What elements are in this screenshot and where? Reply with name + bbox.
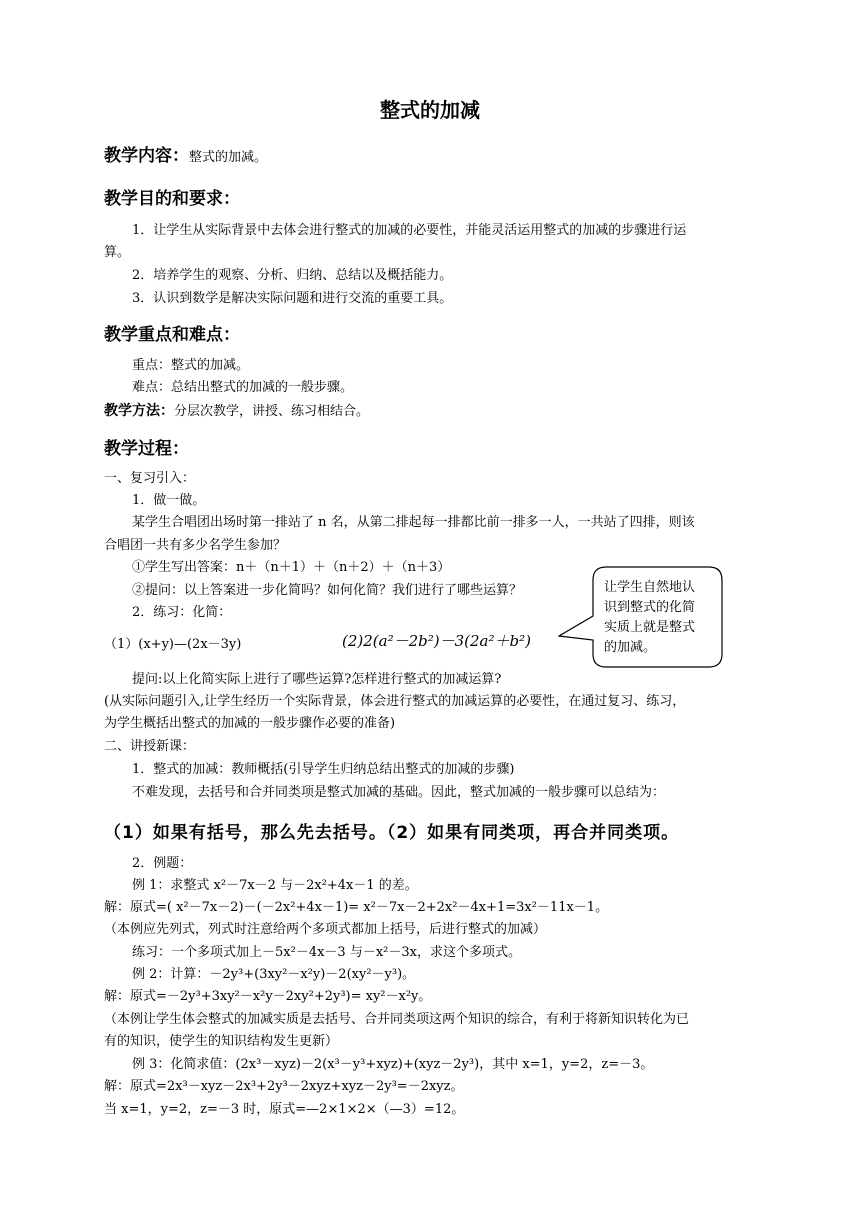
exercise-2-formula: (2)2(a²－2b²)－3(2a²＋b²) (342, 632, 531, 650)
example-line: 例 2：计算：－2y³+(3xy²－x²y)－2(xy²－y³)。 (132, 967, 416, 982)
process-line: 为学生概括出整式的加减的一般步骤作必要的准备) (104, 716, 396, 731)
process-line: 某学生合唱团出场时第一排站了 n 名，从第二排起每一排都比前一排多一人，一共站了四排，则该 (132, 515, 695, 530)
process-line: ②提问：以上答案进一步化简吗？如何化简？我们进行了哪些运算？ (132, 583, 523, 598)
example-note: 有的知识，使学生的知识结构发生更新） (104, 1034, 339, 1049)
page-title: 整式的加减 (380, 98, 480, 122)
method-heading (104, 400, 369, 420)
process-line: 一、复习引入： (104, 471, 196, 486)
process-line: 二、讲授新课： (104, 739, 196, 754)
keypoint-item: 重点：整式的加减。 (132, 358, 250, 373)
content-label: 教学内容： (104, 146, 189, 166)
method-label: 教学方法： (104, 403, 174, 419)
example-line: 练习：一个多项式加上－5x²－4x－3 与－x²－3x，求这个多项式。 (132, 945, 521, 960)
process-line: 不难发现，去括号和合并同类项是整式加减的基础。因此，整式加减的一般步骤可以总结为： (132, 785, 666, 800)
process-line: 2．练习：化简： (132, 605, 232, 620)
keypoint-item: 难点：总结出整式的加减的一般步骤。 (132, 380, 354, 395)
callout-bubble (558, 566, 723, 668)
example-line: 例 3：化简求值：(2x³－xyz)－2(x³－y³+xyz)+(xyz－2y³)，其中 x=1，y=2，z=－3。 (132, 1057, 654, 1072)
example-line: 解：原式=( x²－7x－2)－(－2x²+4x－1)= x²－7x－2+2x²－4x+1=3x²－11x－1。 (104, 900, 609, 915)
process-line: 合唱团一共有多少名学生参加？ (104, 538, 287, 553)
callout-text: 让学生自然地认 识到整式的化简 实质上就是整式 的加减。 (604, 580, 696, 655)
process-line: 提问:以上化简实际上进行了哪些运算?怎样进行整式的加减运算? (132, 672, 502, 687)
goal-item: 算。 (104, 245, 131, 260)
goal-item: 1．让学生从实际背景中去体会进行整式的加减的必要性，并能灵活运用整式的加减的步骤进行运 (132, 223, 687, 238)
goal-item: 2．培养学生的观察、分析、归纳、总结以及概括能力。 (132, 268, 453, 283)
process-line: (从实际问题引入,让学生经历一个实际背景，体会进行整式的加减运算的必要性，在通过复习、练习， (104, 694, 686, 709)
keypoints-heading: 教学重点和难点： (104, 325, 240, 345)
example-line: 当 x=1，y=2，z=－3 时，原式=—2×1×2×（—3）=12。 (104, 1102, 465, 1117)
exercise-1: （1）(x+y)—(2x－3y) (104, 637, 242, 652)
content-heading (104, 141, 267, 166)
process-line: 1．做一做。 (132, 493, 206, 508)
process-line: ①学生写出答案：n＋（n＋1）＋（n＋2）＋（n＋3） (132, 560, 451, 575)
process-heading: 教学过程： (104, 439, 189, 459)
example-line: 解：原式=－2y³+3xy²－x²y－2xy²+2y³)= xy²－x²y。 (104, 989, 432, 1004)
goals-heading: 教学目的和要求： (104, 189, 240, 209)
method-text: 分层次教学，讲授、练习相结合。 (174, 404, 370, 419)
example-note: （本例应先列式，列式时注意给两个多项式都加上括号，后进行整式的加减） (104, 922, 547, 937)
process-line: 1．整式的加减：教师概括(引导学生归纳总结出整式的加减的步骤) (132, 762, 515, 777)
example-note: （本例让学生体会整式的加减实质是去括号、合并同类项这两个知识的综合，有利于将新知识转化为已 (104, 1012, 690, 1027)
example-line: 解：原式=2x³－xyz－2x³+2y³－2xyz+xyz－2y³=－2xyz。 (104, 1079, 464, 1094)
example-line: 例 1：求整式 x²－7x－2 与－2x²+4x－1 的差。 (132, 878, 418, 893)
steps-summary: （1）如果有括号，那么先去括号。（2）如果有同类项，再合并同类项。 (104, 823, 680, 843)
goal-item: 3．认识到数学是解决实际问题和进行交流的重要工具。 (132, 291, 453, 306)
process-line: 2．例题： (132, 856, 193, 871)
content-text: 整式的加减。 (189, 150, 268, 165)
